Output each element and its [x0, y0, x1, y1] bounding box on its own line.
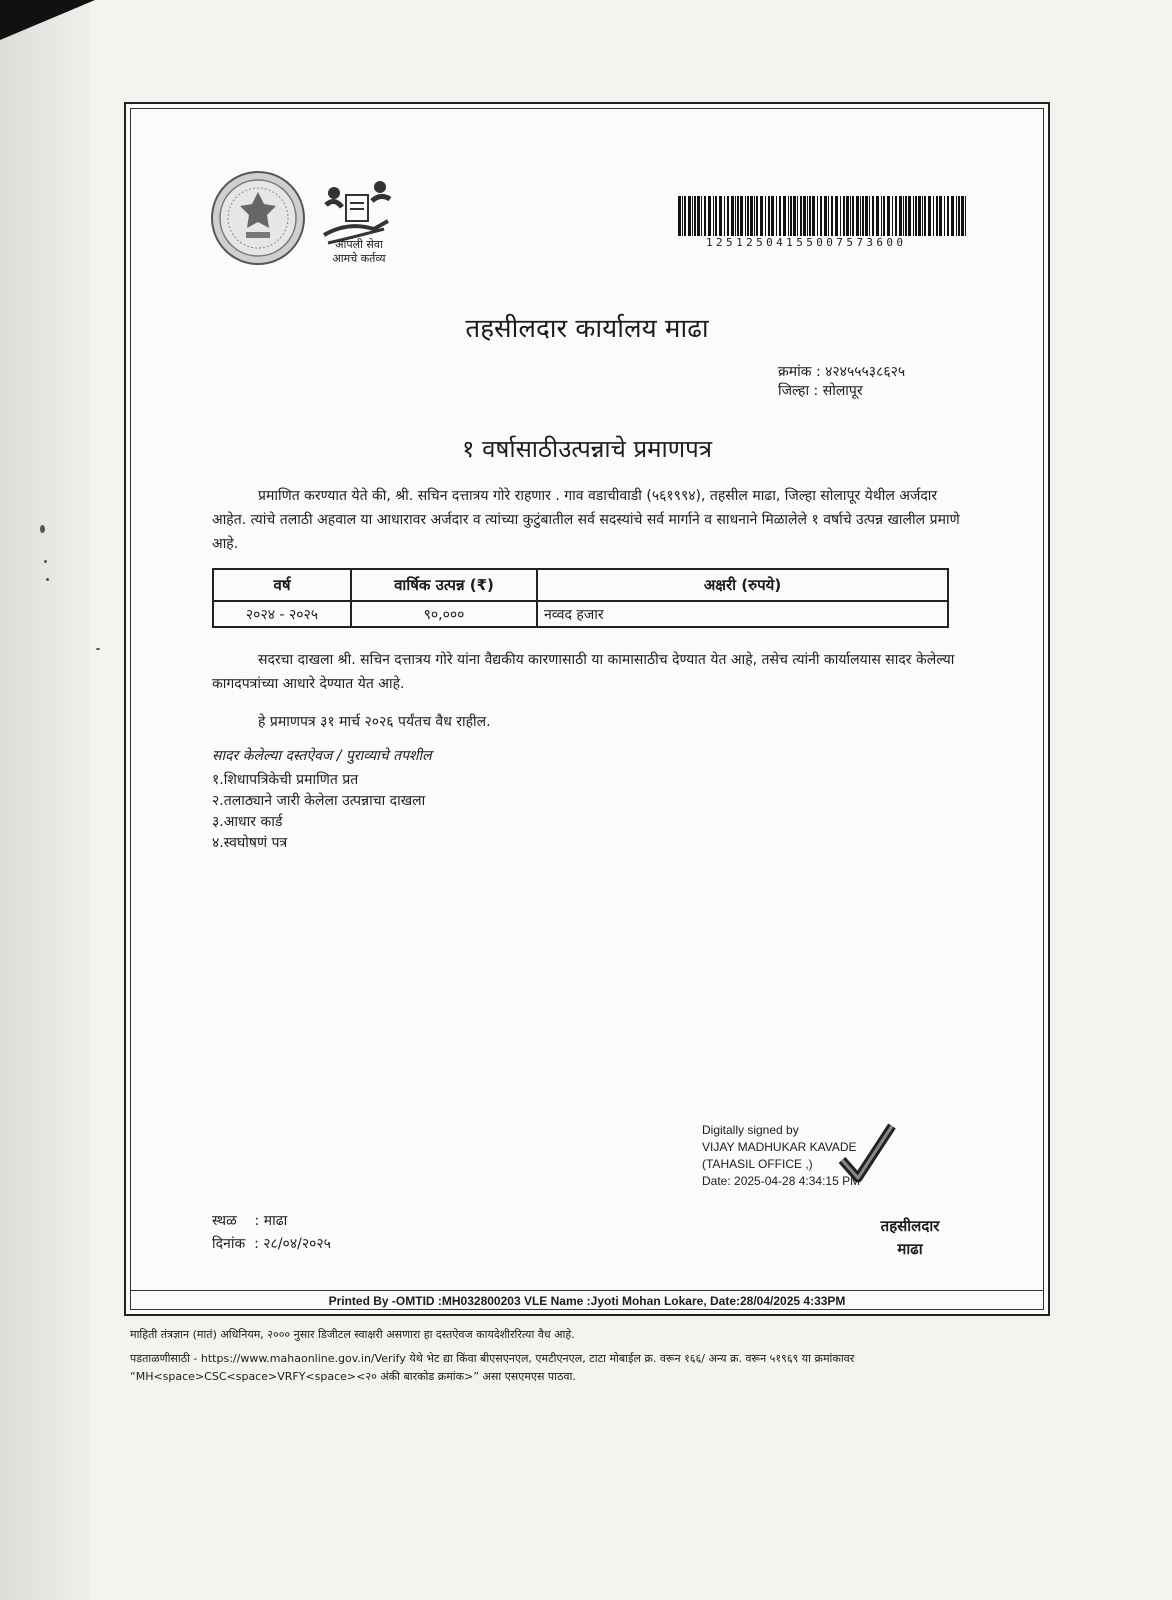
barcode-bar	[684, 196, 686, 236]
barcode-bar	[776, 196, 777, 236]
signature-line4: Date: 2025-04-28 4:34:15 PM	[702, 1174, 861, 1188]
speck	[44, 560, 47, 563]
barcode-bar	[797, 196, 798, 236]
barcode-bar	[760, 196, 763, 236]
table-row	[213, 601, 948, 627]
barcode-bar	[824, 196, 827, 236]
issue-date: दिनांक : २८/०४/२०२५	[212, 1236, 331, 1252]
barcode-bar	[835, 196, 838, 236]
barcode-bar	[928, 196, 931, 236]
barcode-bar	[924, 196, 926, 236]
certificate-title: १ वर्षासाठीउत्पन्नाचे प्रमाणपत्र	[462, 435, 712, 463]
place-date-block	[212, 1210, 331, 1256]
logo-caption	[322, 238, 396, 266]
barcode-bar	[771, 196, 774, 236]
barcode-bar	[862, 196, 864, 236]
barcode-bar	[765, 196, 766, 236]
divider	[130, 1290, 1044, 1291]
footer-verify-note: पडताळणीसाठी - https://www.mahaonline.gov.in/Verify येथे भेट द्या किंवा बीएसएनएल, एमटीएनएल, टाटा मोबाईल क्र. वरून १६६/ अन्य क्र. वरून ५१९६९ या क्रमांकावर	[130, 1352, 855, 1365]
officer-location: माढा	[897, 1240, 923, 1258]
logo-caption-line2: आमचे कर्तव्य	[332, 252, 386, 265]
barcode-bar	[727, 196, 729, 236]
barcode-bar	[850, 196, 851, 236]
barcode-bar	[905, 196, 907, 236]
barcode-bar	[735, 196, 736, 236]
barcode-bar	[793, 196, 796, 236]
barcode-bar	[843, 196, 845, 236]
page-shadow	[0, 0, 90, 1600]
footer-sms-format: “MH<space>CSC<space>VRFY<space><२० अंकी बारकोड क्रमांक>” असा एसएमएस पाठवा.	[130, 1370, 576, 1383]
validity-paragraph: हे प्रमाणपत्र ३१ मार्च २०२६ पर्यंतच वैध राहील.	[258, 714, 491, 730]
barcode-bar	[915, 196, 917, 236]
barcode-bar	[704, 196, 706, 236]
certification-paragraph: प्रमाणित करण्यात येते की, श्री. सचिन दत्तात्रय गोरे राहणार . गाव वडाचीवाडी (५६१९९४), तहसील माढा, जिल्हा सोलापूर येथील अर्जदार आहेत. त्यांचे तलाठी अहवाल या आधारावर अर्जदार व त्यांच्या कुटुंबातील सर्व सदस्यांचे सर्व मार्गाने व साधनाने मिळालेले १ वर्षाचे उत्पन्न खालील प्रमाणे आहे.	[212, 488, 960, 552]
barcode-number: 12512504155007573600	[706, 236, 907, 249]
barcode-bar	[713, 196, 714, 236]
speck	[96, 648, 100, 650]
barcode-bar	[939, 196, 942, 236]
barcode-bar	[809, 196, 811, 236]
col-header-in-words: अक्षरी (रुपये)	[537, 569, 948, 601]
barcode-bar	[828, 196, 829, 236]
serial-number: क्रमांक : ४२४५५५३८६२५	[778, 364, 906, 380]
barcode-bar	[788, 196, 789, 236]
documents-heading: सादर केलेल्या दस्तऐवज / पुराव्याचे तपशील	[212, 748, 432, 764]
signature-verified-check-icon	[838, 1120, 898, 1188]
barcode-bar	[740, 196, 743, 236]
barcode-bar	[678, 196, 681, 236]
barcode-bar	[869, 196, 870, 236]
folded-corner	[0, 0, 95, 40]
barcode-bar	[961, 196, 964, 236]
barcode-bar	[872, 196, 874, 236]
barcode-bar	[694, 196, 696, 236]
signature-line1: Digitally signed by	[702, 1123, 799, 1137]
barcode-bar	[719, 196, 722, 236]
barcode-bar	[807, 196, 808, 236]
barcode-bar	[750, 196, 753, 236]
barcode-bar	[697, 196, 700, 236]
barcode-bar	[803, 196, 806, 236]
barcode-bar	[715, 196, 717, 236]
barcode-bar	[747, 196, 749, 236]
barcode-bar	[846, 196, 849, 236]
barcode-bar	[731, 196, 734, 236]
barcode-bar	[820, 196, 822, 236]
cell-year: २०२४ - २०२५	[213, 601, 351, 627]
barcode-bar	[682, 196, 683, 236]
barcode-bar	[737, 196, 739, 236]
certificate-meta	[778, 363, 905, 401]
digital-signature	[702, 1122, 860, 1190]
certificate-inner-frame	[130, 108, 1044, 1310]
officer-title: तहसीलदार	[880, 1217, 940, 1235]
barcode-bar	[876, 196, 879, 236]
barcode-bar	[865, 196, 868, 236]
government-seal-icon	[210, 170, 306, 266]
district: जिल्हा : सोलापूर	[778, 383, 863, 399]
certificate-frame	[124, 102, 1050, 1316]
printed-by: Printed By -OMTID :MH032800203 VLE Name :Jyoti Mohan Lokare, Date:28/04/2025 4:33PM	[328, 1294, 846, 1308]
barcode-bar	[951, 196, 954, 236]
issuing-officer	[840, 1215, 980, 1261]
cell-in-words: नव्वद हजार	[537, 601, 948, 627]
barcode-bar	[922, 196, 923, 236]
table-header-row	[213, 569, 948, 601]
barcode-bar	[913, 196, 914, 236]
barcode-bar	[783, 196, 786, 236]
barcode-bar	[840, 196, 841, 236]
cell-income: ९०,०००	[351, 601, 537, 627]
barcode-bar	[944, 196, 945, 236]
barcode-bar	[936, 196, 938, 236]
barcode-icon	[678, 196, 968, 236]
barcode-bar	[756, 196, 758, 236]
barcode-bar	[908, 196, 911, 236]
barcode-bar	[779, 196, 781, 236]
barcode-bar	[724, 196, 725, 236]
barcode-bar	[883, 196, 885, 236]
barcode-bar	[856, 196, 859, 236]
income-table	[212, 568, 949, 628]
barcode-bar	[754, 196, 755, 236]
list-item: २.तलाठ्याने जारी केलेला उत्पन्नाचा दाखला	[212, 793, 426, 809]
place: स्थळ : माढा	[212, 1213, 288, 1229]
list-item: ३.आधार कार्ड	[212, 814, 283, 830]
col-header-income: वार्षिक उत्पन्न (₹)	[351, 569, 537, 601]
barcode-bar	[692, 196, 693, 236]
speck	[40, 525, 45, 533]
purpose-paragraph: सदरचा दाखला श्री. सचिन दत्तात्रय गोरे यांना वैद्यकीय कारणासाठी या कामासाठीच देण्यात येत आहे, तसेच त्यांनी कार्यालयास सादर केलेल्या कागदपत्रांच्या आधारे देण्यात येत आहे.	[212, 652, 955, 692]
barcode-bar	[892, 196, 893, 236]
barcode-bar	[790, 196, 792, 236]
barcode-bar	[860, 196, 861, 236]
barcode-bar	[956, 196, 957, 236]
barcode-bar	[831, 196, 833, 236]
col-header-year: वर्ष	[213, 569, 351, 601]
barcode-bar	[817, 196, 818, 236]
barcode-bar	[965, 196, 966, 236]
barcode-bar	[881, 196, 882, 236]
barcode-bar	[745, 196, 746, 236]
signature-line2: VIJAY MADHUKAR KAVADE	[702, 1140, 857, 1154]
barcode-bar	[812, 196, 815, 236]
signature-line3: (TAHASIL OFFICE ,)	[702, 1157, 813, 1171]
barcode-bar	[895, 196, 897, 236]
barcode-bar	[958, 196, 960, 236]
barcode-bar	[899, 196, 902, 236]
footer-legal-note: माहिती तंत्रज्ञान (मातं) अधिनियम, २००० नुसार डिजीटल स्वाक्षरी असणारा हा दस्तऐवज कायदेशीररित्या वैध आहे.	[130, 1328, 575, 1341]
barcode-bar	[903, 196, 904, 236]
barcode-bar	[768, 196, 770, 236]
list-item: १.शिधापत्रिकेची प्रमाणित प्रत	[212, 772, 359, 788]
barcode-bar	[852, 196, 854, 236]
barcode-bar	[887, 196, 890, 236]
barcode-bar	[800, 196, 802, 236]
barcode-bar	[918, 196, 921, 236]
logo-caption-line1: आपली सेवा	[335, 238, 383, 251]
documents-list	[212, 770, 425, 854]
barcode-bar	[933, 196, 934, 236]
speck	[46, 578, 49, 581]
barcode-bar	[701, 196, 702, 236]
barcode-bar	[708, 196, 711, 236]
office-title: तहसीलदार कार्यालय माढा	[465, 314, 709, 344]
barcode-bar	[947, 196, 949, 236]
list-item: ४.स्वघोषणं पत्र	[212, 835, 288, 851]
barcode-bar	[688, 196, 691, 236]
